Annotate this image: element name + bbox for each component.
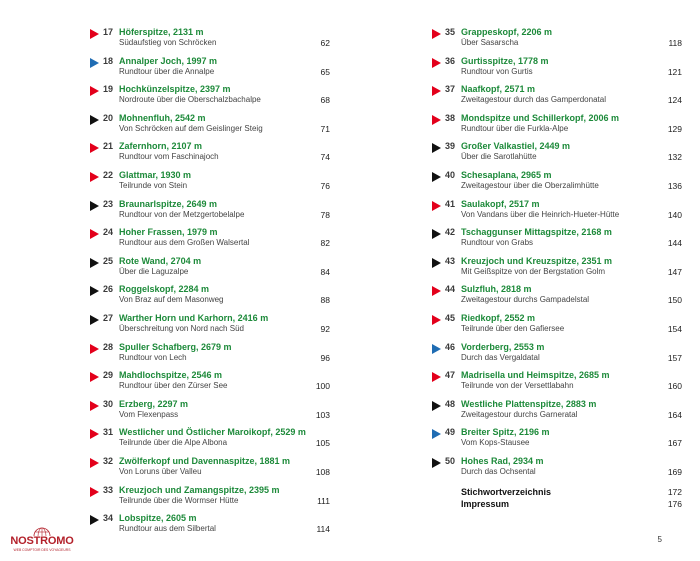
tour-title: Hochkünzelspitze, 2397 m — [119, 84, 231, 95]
tour-subtitle: Überschreitung von Nord nach Süd — [119, 323, 244, 333]
tour-number: 31 — [103, 427, 114, 438]
tour-subtitle: Von Loruns über Valleu — [119, 466, 202, 476]
triangle-marker-icon — [90, 29, 99, 39]
toc-entry[interactable] — [432, 283, 682, 312]
extra-title: Impressum — [461, 498, 510, 509]
page-reference: 88 — [320, 295, 330, 306]
tour-title: Madrisella und Heimspitze, 2685 m — [461, 370, 610, 381]
tour-subtitle: Teilrunde von der Versettlabahn — [461, 381, 574, 391]
page-reference: 84 — [320, 266, 330, 277]
tour-title: Naafkopf, 2571 m — [461, 84, 536, 95]
tour-title: Großer Valkastiel, 2449 m — [461, 141, 571, 152]
triangle-marker-icon — [432, 429, 441, 439]
page-reference: 129 — [667, 123, 682, 134]
page-reference: 78 — [320, 209, 330, 220]
tour-title: Saulakopf, 2517 m — [461, 198, 540, 209]
tour-subtitle: Nordroute über die Oberschalzbachalpe — [119, 95, 261, 105]
toc-entry[interactable] — [90, 226, 330, 255]
tour-subtitle: Rundtour aus dem Großen Walsertal — [119, 238, 250, 248]
page-reference: 100 — [315, 381, 330, 392]
tour-number: 22 — [103, 169, 114, 180]
tour-subtitle: Zweitagestour über die Oberzalimhütte — [461, 180, 599, 190]
triangle-marker-icon — [90, 487, 99, 497]
tour-number: 47 — [445, 370, 456, 381]
tour-title: Mohnenfluh, 2542 m — [119, 112, 206, 123]
tour-title: Höferspitze, 2131 m — [119, 27, 204, 37]
tour-title: Erzberg, 2297 m — [119, 398, 189, 409]
tour-title: Zwölferkopf und Davennaspitze, 1881 m — [119, 455, 291, 466]
toc-right-column — [432, 26, 682, 511]
tour-subtitle: Zweitagestour durchs Gampadelstal — [461, 295, 590, 305]
tour-subtitle: Teilrunde von Stein — [119, 180, 188, 190]
toc-entry[interactable] — [90, 255, 330, 284]
tour-subtitle: Rundtour von Grabs — [461, 238, 534, 248]
tour-number: 33 — [103, 484, 114, 495]
tour-title: Annalper Joch, 1997 m — [119, 55, 218, 66]
page-reference: 76 — [320, 180, 330, 191]
toc-entry[interactable] — [90, 369, 330, 398]
tour-subtitle: Von Schröcken auf dem Geislinger Steig — [119, 123, 263, 133]
tour-number: 24 — [103, 227, 114, 238]
tour-title: Roggelskopf, 2284 m — [119, 284, 210, 295]
tour-title: Spuller Schafberg, 2679 m — [119, 341, 232, 352]
tour-number: 38 — [445, 112, 456, 123]
tour-subtitle: Südaufstieg von Schröcken — [119, 38, 217, 47]
toc-entry[interactable] — [90, 26, 330, 55]
triangle-marker-icon — [90, 229, 99, 239]
page-reference: 147 — [667, 266, 682, 277]
tour-subtitle: Teilrunde über die Wormser Hütte — [119, 495, 239, 505]
page-reference: 140 — [667, 209, 682, 220]
page-reference: 144 — [667, 238, 682, 249]
nostromo-logo — [6, 524, 78, 554]
tour-subtitle: Zweitagestour durch das Gamperdonatal — [461, 95, 606, 105]
tour-title: Braunarlspitze, 2649 m — [119, 198, 218, 209]
tour-number: 23 — [103, 198, 114, 209]
tour-number: 39 — [445, 141, 456, 152]
tour-subtitle: Rundtour von Lech — [119, 352, 187, 362]
triangle-marker-icon — [90, 372, 99, 382]
tour-number: 25 — [103, 255, 114, 266]
toc-entry[interactable] — [432, 255, 682, 284]
page-reference: 65 — [320, 66, 330, 77]
triangle-marker-icon — [432, 372, 441, 382]
page-reference: 114 — [316, 524, 330, 535]
page-reference: 82 — [320, 238, 330, 249]
page-reference: 136 — [667, 180, 682, 191]
toc-entry[interactable] — [432, 140, 682, 169]
tour-subtitle: Vom Kops-Stausee — [461, 438, 530, 448]
tour-title: Sulzfluh, 2818 m — [461, 284, 532, 295]
tour-number: 29 — [103, 370, 114, 381]
toc-entry[interactable] — [90, 140, 330, 169]
tour-title: Lobspitze, 2605 m — [119, 513, 197, 524]
tour-subtitle: Durch das Ochsental — [461, 466, 536, 476]
triangle-marker-icon — [90, 172, 99, 182]
tour-subtitle: Über Sasarscha — [461, 38, 519, 47]
page-reference: 118 — [668, 38, 682, 48]
page-reference: 154 — [667, 323, 682, 334]
tour-number: 17 — [103, 27, 114, 37]
page-number: 5 — [657, 535, 662, 544]
toc-entry[interactable] — [432, 341, 682, 370]
toc-entry[interactable] — [90, 198, 330, 227]
toc-entry[interactable] — [90, 83, 330, 112]
toc-entry[interactable] — [432, 55, 682, 84]
toc-entry[interactable] — [90, 426, 330, 455]
tour-number: 45 — [445, 312, 456, 323]
tour-title: Zafernhorn, 2107 m — [119, 141, 203, 152]
tour-number: 44 — [445, 284, 456, 295]
toc-entry[interactable] — [432, 226, 682, 255]
triangle-marker-icon — [432, 86, 441, 96]
tour-number: 42 — [445, 227, 456, 238]
tour-title: Riedkopf, 2552 m — [461, 312, 536, 323]
tour-subtitle: Teilrunde über die Alpe Albona — [119, 438, 228, 448]
triangle-marker-icon — [432, 29, 441, 39]
page-reference: 103 — [315, 409, 330, 420]
tour-title: Mahdlochspitze, 2546 m — [119, 370, 223, 381]
triangle-marker-icon — [90, 401, 99, 411]
triangle-marker-icon — [432, 201, 441, 211]
triangle-marker-icon — [432, 344, 441, 354]
page-reference: 124 — [667, 95, 682, 106]
tour-number: 41 — [445, 198, 456, 209]
tour-number: 36 — [445, 55, 456, 66]
triangle-marker-icon — [90, 115, 99, 125]
triangle-marker-icon — [90, 344, 99, 354]
toc-entry[interactable] — [432, 83, 682, 112]
logo-name: NOSTROMO — [10, 535, 74, 547]
tour-number: 40 — [445, 169, 456, 180]
tour-number: 37 — [445, 84, 456, 95]
tour-number: 32 — [103, 455, 114, 466]
tour-title: Warther Horn und Karhorn, 2416 m — [119, 312, 269, 323]
triangle-marker-icon — [90, 58, 99, 68]
toc-entry[interactable] — [90, 112, 330, 141]
tour-number: 34 — [103, 513, 114, 524]
page-reference: 68 — [320, 95, 330, 106]
tour-title: Gurtisspitze, 1778 m — [461, 55, 549, 66]
toc-entry[interactable] — [432, 455, 682, 484]
triangle-marker-icon — [90, 429, 99, 439]
triangle-marker-icon — [90, 315, 99, 325]
toc-entry[interactable] — [90, 55, 330, 84]
tour-title: Vorderberg, 2553 m — [461, 341, 545, 352]
toc-entry[interactable] — [432, 112, 682, 141]
tour-title: Schesaplana, 2965 m — [461, 169, 552, 180]
tour-subtitle: Über die Sarotlahütte — [461, 152, 537, 162]
toc-entry[interactable] — [90, 341, 330, 370]
tour-title: Hoher Frassen, 1979 m — [119, 227, 218, 238]
triangle-marker-icon — [90, 515, 99, 525]
triangle-marker-icon — [432, 258, 441, 268]
tour-number: 50 — [445, 455, 456, 466]
tour-number: 26 — [103, 284, 114, 295]
toc-entry[interactable] — [432, 198, 682, 227]
toc-entry[interactable] — [90, 455, 330, 484]
page-reference: 160 — [667, 381, 682, 392]
toc-left-column — [90, 26, 330, 541]
tour-number: 48 — [445, 398, 456, 409]
page-reference: 71 — [320, 123, 330, 134]
page-reference: 62 — [320, 38, 330, 48]
tour-title: Glattmar, 1930 m — [119, 169, 192, 180]
tour-subtitle: Rundtour von Gurtis — [461, 66, 533, 76]
triangle-marker-icon — [432, 458, 441, 468]
triangle-marker-icon — [90, 201, 99, 211]
toc-extra-entry[interactable] — [432, 487, 682, 499]
triangle-marker-icon — [90, 286, 99, 296]
tour-subtitle: Von Vandans über die Heinrich-Hueter-Hütte — [461, 209, 620, 219]
page-reference: 74 — [320, 152, 330, 163]
tour-title: Westliche Plattenspitze, 2883 m — [461, 398, 597, 409]
triangle-marker-icon — [432, 401, 441, 411]
triangle-marker-icon — [432, 115, 441, 125]
tour-subtitle: Rundtour aus dem Silbertal — [119, 524, 216, 534]
page-reference: 111 — [317, 495, 330, 506]
toc-entry[interactable] — [432, 426, 682, 455]
tour-subtitle: Rundtour über die Annalpe — [119, 66, 215, 76]
triangle-marker-icon — [432, 286, 441, 296]
toc-entry[interactable] — [432, 369, 682, 398]
page-reference: 150 — [667, 295, 682, 306]
page-reference: 164 — [667, 409, 682, 420]
page-reference: 108 — [315, 466, 330, 477]
tour-number: 19 — [103, 84, 114, 95]
tour-title: Tschaggunser Mittagspitze, 2168 m — [461, 227, 612, 238]
toc-entry[interactable] — [90, 512, 330, 541]
page-reference: 176 — [667, 498, 682, 509]
tour-subtitle: Rundtour von der Metzgertobelalpe — [119, 209, 245, 219]
tour-subtitle: Rundtour vom Faschinajoch — [119, 152, 219, 162]
toc-entry[interactable] — [432, 26, 682, 55]
toc-entry[interactable] — [90, 312, 330, 341]
toc-extra-entry[interactable] — [432, 499, 682, 511]
page-reference: 169 — [667, 466, 682, 477]
extra-title: Stichwortverzeichnis — [461, 486, 552, 497]
tour-number: 20 — [103, 112, 114, 123]
tour-subtitle: Zweitagestour durchs Garneratal — [461, 409, 578, 419]
page-reference: 105 — [315, 438, 330, 449]
tour-subtitle: Rundtour über den Zürser See — [119, 381, 228, 391]
tour-number: 21 — [103, 141, 114, 152]
page-reference: 92 — [320, 323, 330, 334]
tour-number: 18 — [103, 55, 114, 66]
tour-subtitle: Mit Geißspitze von der Bergstation Golm — [461, 266, 606, 276]
tour-number: 49 — [445, 427, 456, 438]
tour-subtitle: Vom Flexenpass — [119, 409, 179, 419]
tour-title: Grappeskopf, 2206 m — [461, 27, 553, 37]
toc-entry[interactable] — [90, 169, 330, 198]
tour-subtitle: Rundtour über die Furkla-Alpe — [461, 123, 569, 133]
page-reference: 132 — [667, 152, 682, 163]
page-reference: 121 — [667, 66, 682, 77]
tour-number: 27 — [103, 312, 114, 323]
tour-title: Westlicher und Östlicher Maroikopf, 2529 m — [119, 427, 306, 438]
tour-title: Rote Wand, 2704 m — [119, 255, 202, 266]
toc-entry[interactable] — [90, 484, 330, 513]
page-reference: 167 — [667, 438, 682, 449]
tour-title: Hohes Rad, 2934 m — [461, 455, 544, 466]
triangle-marker-icon — [432, 315, 441, 325]
tour-number: 28 — [103, 341, 114, 352]
tour-number: 46 — [445, 341, 456, 352]
toc-entry[interactable] — [90, 398, 330, 427]
tour-subtitle: Von Braz auf dem Masonweg — [119, 295, 224, 305]
triangle-marker-icon — [432, 229, 441, 239]
tour-subtitle: Teilrunde über den Gafiersee — [461, 323, 565, 333]
triangle-marker-icon — [90, 143, 99, 153]
triangle-marker-icon — [90, 258, 99, 268]
triangle-marker-icon — [432, 172, 441, 182]
triangle-marker-icon — [90, 86, 99, 96]
tour-number: 35 — [445, 27, 456, 37]
toc-entry[interactable] — [432, 398, 682, 427]
triangle-marker-icon — [432, 143, 441, 153]
page-reference: 157 — [667, 352, 682, 363]
tour-title: Kreuzjoch und Zamangspitze, 2395 m — [119, 484, 280, 495]
logo-tagline: WEB COMPTOIR DES VOYAGEURS — [13, 548, 71, 552]
toc-entry[interactable] — [432, 169, 682, 198]
tour-subtitle: Über die Laguzalpe — [119, 266, 189, 276]
page-reference: 172 — [667, 486, 682, 497]
tour-title: Breiter Spitz, 2196 m — [461, 427, 550, 438]
tour-number: 30 — [103, 398, 114, 409]
page-reference: 96 — [320, 352, 330, 363]
tour-subtitle: Durch das Vergaldatal — [461, 352, 540, 362]
tour-number: 43 — [445, 255, 456, 266]
toc-entry[interactable] — [90, 283, 330, 312]
triangle-marker-icon — [90, 458, 99, 468]
toc-entry[interactable] — [432, 312, 682, 341]
triangle-marker-icon — [432, 58, 441, 68]
tour-title: Mondspitze und Schillerkopf, 2006 m — [461, 112, 620, 123]
tour-title: Kreuzjoch und Kreuzspitze, 2351 m — [461, 255, 613, 266]
